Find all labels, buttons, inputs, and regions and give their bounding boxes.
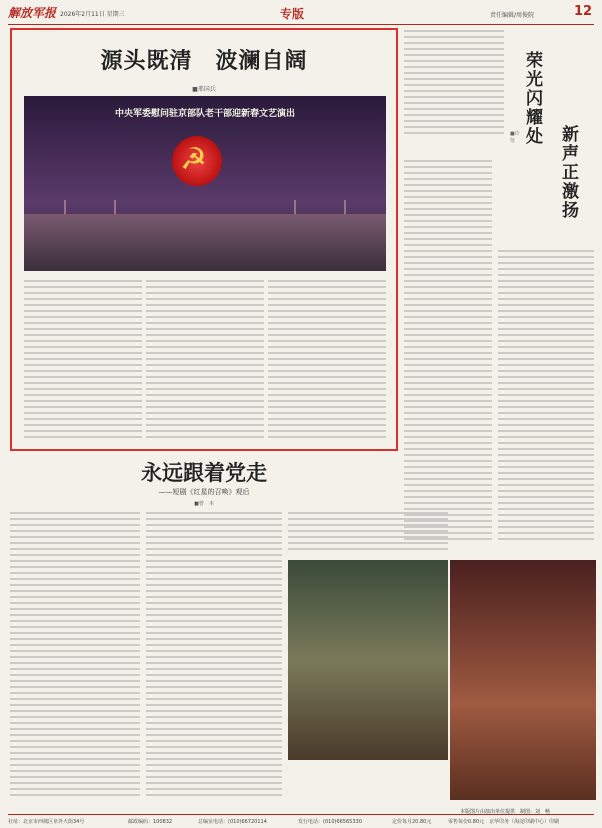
newspaper-logo: 解放军报 <box>8 6 57 20</box>
section-name: 专版 <box>280 7 305 21</box>
page-header <box>8 4 594 25</box>
issue-date: 2026年2月11日 星期三 <box>60 11 125 18</box>
photo-caption: 中央军委慰问驻京部队老干部迎新春文艺演出 <box>114 109 295 119</box>
footer-postcode: 邮政编码：100832 <box>128 819 173 825</box>
article2-byline: ■曾 本 <box>194 501 214 507</box>
stage-performers <box>24 214 386 271</box>
party-emblem <box>172 136 222 186</box>
featured-article-box <box>10 28 398 451</box>
page-footer <box>8 814 594 827</box>
article2-body-col1 <box>10 512 140 800</box>
right-article-byline: ■许 征 <box>510 131 525 144</box>
footer-address: 社址：北京市西城区阜外大街34号 <box>8 819 85 825</box>
article-body-col2 <box>146 280 264 442</box>
drama-scene-photo <box>288 560 448 760</box>
article-body-col1 <box>24 280 142 442</box>
article-title: 源头既清 波澜自阔 <box>100 48 308 74</box>
footer-price: 定价每月20.80元 <box>392 819 432 825</box>
photo-credit: 本版图片由演出单位提供 制图：刘 畅 <box>460 809 551 815</box>
article2-body-col2 <box>146 512 282 800</box>
right-article-title-a: 荣光闪耀处 <box>526 51 543 147</box>
footer-circulation: 发行电话：(010)66565330 <box>298 819 362 825</box>
right-article-body-a <box>404 160 492 544</box>
right-article-title-b: 新声正激扬 <box>562 125 579 221</box>
article2-body-col3 <box>288 512 448 554</box>
drama-stage-photo <box>450 560 596 800</box>
article2-title: 永远跟着党走 <box>141 460 267 485</box>
article-byline: ■邢国兵 <box>192 86 216 93</box>
right-article-body-b <box>498 250 594 544</box>
article-body-col3 <box>268 280 386 442</box>
page-number: 12 <box>574 4 593 19</box>
hammer-sickle-icon: ☭ <box>180 142 207 177</box>
performance-photo <box>24 96 386 271</box>
footer-phone: 总编室电话：(010)66720114 <box>198 819 267 825</box>
footer-printer: 零售每份0.80元 京华印务（海淀印刷中心）印刷 <box>448 819 560 825</box>
article-continuation <box>404 30 504 138</box>
editor-credit: 责任编辑/周俊院 <box>490 12 535 19</box>
article2-subtitle: ——短剧《红星的召唤》观后 <box>158 488 250 496</box>
